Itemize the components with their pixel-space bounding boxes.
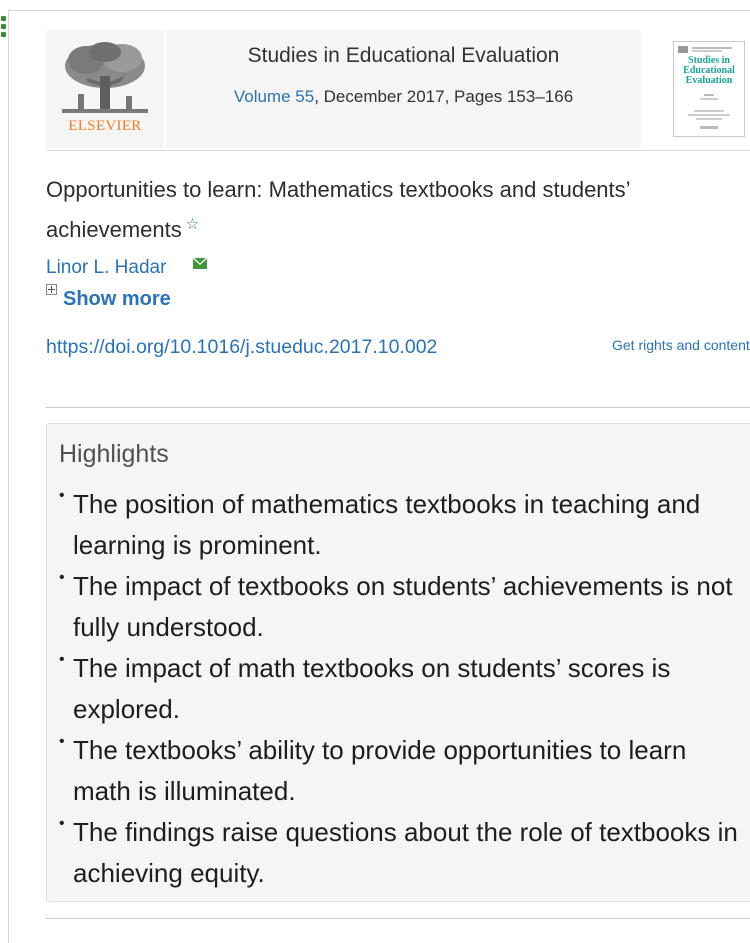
highlight-text: The findings raise questions about the role of textbooks in achieving equity. <box>73 817 738 888</box>
bullet-icon: • <box>59 815 65 832</box>
highlight-text: The impact of math textbooks on students’ scores is explored. <box>73 653 671 724</box>
highlights-heading: Highlights <box>59 440 169 468</box>
show-more-label: Show more <box>63 288 171 310</box>
elsevier-tree-icon <box>56 38 154 118</box>
highlight-text: The textbooks’ ability to provide opportunities to learn math is illuminated. <box>73 735 687 806</box>
highlights-section <box>46 423 750 902</box>
highlight-item <box>59 648 749 730</box>
highlight-item <box>59 730 749 812</box>
get-rights-link[interactable]: Get rights and content <box>612 337 750 353</box>
article-title-text: Opportunities to learn: Mathematics textbooks and students’ achievements <box>46 177 630 242</box>
expand-plus-icon <box>46 284 57 295</box>
bullet-icon: • <box>59 487 65 504</box>
volume-link[interactable]: Volume 55 <box>233 87 315 106</box>
author-link[interactable]: Linor L. Hadar <box>46 257 167 278</box>
journal-info <box>166 30 641 148</box>
highlight-item <box>59 566 749 648</box>
publication-header <box>46 30 750 151</box>
journal-title[interactable]: Studies in Educational Evaluation <box>247 44 560 67</box>
cover-title: Studies in Educational Evaluation <box>683 55 735 86</box>
highlight-item <box>59 484 749 566</box>
top-border <box>8 10 750 11</box>
divider <box>46 918 750 919</box>
highlight-text: The impact of textbooks on students’ achievements is not fully understood. <box>73 571 733 642</box>
issue-details: , December 2017, Pages 153–166 <box>314 87 574 106</box>
left-border <box>8 10 9 943</box>
highlight-text: The position of mathematics textbooks in teaching and learning is prominent. <box>73 489 701 560</box>
doi-link[interactable]: https://doi.org/10.1016/j.stueduc.2017.10.002 <box>46 336 438 358</box>
highlights-list <box>59 484 749 894</box>
show-more-toggle[interactable] <box>46 288 171 311</box>
star-icon[interactable]: ☆ <box>185 216 200 233</box>
bullet-icon: • <box>59 733 65 750</box>
highlight-item <box>59 812 749 894</box>
issue-info <box>166 87 641 107</box>
divider <box>46 407 750 408</box>
publisher-name: ELSEVIER <box>68 118 142 134</box>
bullet-icon: • <box>59 569 65 586</box>
journal-cover-thumbnail[interactable] <box>673 41 745 137</box>
article-title <box>46 172 736 247</box>
elsevier-logo[interactable] <box>46 30 164 148</box>
side-drag-handle[interactable] <box>0 16 8 46</box>
bullet-icon: • <box>59 651 65 668</box>
email-icon[interactable] <box>193 258 207 269</box>
